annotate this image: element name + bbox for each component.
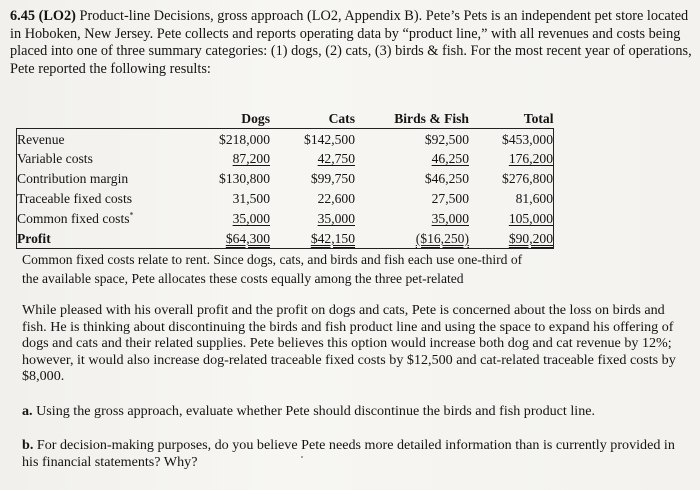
cell-total: $453,000 bbox=[469, 128, 554, 148]
question-b-label: b. bbox=[22, 437, 34, 453]
cell-cats: 42,750 bbox=[317, 151, 355, 167]
footnote-marker: * bbox=[129, 210, 134, 220]
table-row bbox=[17, 168, 554, 188]
cell-dogs: $64,300 bbox=[225, 230, 270, 246]
cell-cats: 35,000 bbox=[317, 210, 355, 226]
question-b-text: For decision-making purposes, do you believe Pete needs more detailed information than is currently provided in his financial statements? Why? bbox=[22, 437, 675, 470]
header-blank bbox=[17, 108, 208, 128]
row-label: Profit bbox=[17, 228, 208, 248]
cell-cats: $99,750 bbox=[310, 171, 355, 187]
table-row bbox=[17, 188, 554, 208]
header-dogs: Dogs bbox=[241, 110, 270, 126]
table-row bbox=[17, 128, 554, 148]
cell-total: $90,200 bbox=[508, 230, 553, 246]
table-row bbox=[17, 208, 554, 228]
header-birds-fish: Birds & Fish bbox=[394, 110, 469, 126]
cell-birds-fish: $92,500 bbox=[355, 128, 469, 148]
product-line-table bbox=[16, 108, 554, 249]
row-label-cell bbox=[17, 208, 208, 228]
scenario-paragraph: While pleased with his overall profit and the profit on dogs and cats, Pete is concerned about the loss on birds and fish. He is thinking about discontinuing the birds and fish product line and using the space to expand his offering of dogs and cats and their related supplies. Pete believes this option would increase both dog and cat revenue by 12%; however, it would also increase dog-related traceable fixed costs by $12,500 and cat-related traceable fixed costs by $8,000. bbox=[22, 302, 676, 385]
cell-total: $276,800 bbox=[469, 168, 554, 188]
cell-birds-fish: $46,250 bbox=[424, 171, 469, 187]
cell-birds-fish: ($16,250) bbox=[415, 230, 469, 246]
table-row bbox=[17, 149, 554, 169]
footnote: Common fixed costs relate to rent. Since dogs, cats, and birds and fish each use one-third of the available space, Pete allocates these costs equally among the three pet-related bbox=[22, 252, 523, 286]
problem-intro bbox=[10, 8, 694, 78]
cell-dogs: $130,800 bbox=[219, 171, 270, 187]
cell-dogs: $218,000 bbox=[207, 128, 270, 148]
cell-cats: $42,150 bbox=[310, 230, 355, 246]
cell-total: 105,000 bbox=[508, 210, 553, 226]
stray-mark bbox=[301, 456, 303, 458]
row-label: Variable costs bbox=[17, 149, 208, 169]
table-header-row bbox=[17, 108, 554, 128]
problem-intro-text: Pete’s Pets is an independent pet store located in Hoboken, New Jersey. Pete collects and reports operating data by “product line,” with all revenues and costs being placed into one of three summary categories: (1) dogs, (2) cats, (3) birds & fish. For the most recent year of operations, Pete reported the following results: bbox=[10, 8, 692, 77]
row-label: Traceable fixed costs bbox=[17, 188, 208, 208]
table-row bbox=[17, 228, 554, 248]
row-label: Common fixed costs bbox=[17, 210, 130, 226]
cell-total: 176,200 bbox=[508, 151, 553, 167]
cell-cats: $142,500 bbox=[270, 128, 355, 148]
problem-objective: (LO2) bbox=[38, 8, 76, 24]
header-cats: Cats bbox=[328, 110, 355, 126]
cell-total: 81,600 bbox=[469, 188, 554, 208]
header-total: Total bbox=[523, 110, 554, 126]
row-label: Revenue bbox=[17, 128, 208, 148]
cell-dogs: 31,500 bbox=[232, 190, 270, 206]
cell-dogs: 35,000 bbox=[232, 210, 270, 226]
cell-birds-fish: 46,250 bbox=[431, 151, 469, 167]
row-label: Contribution margin bbox=[17, 168, 208, 188]
cell-cats: 22,600 bbox=[317, 190, 355, 206]
problem-title: Product-line Decisions, gross approach (LO2, Appendix B). bbox=[79, 8, 423, 24]
question-b bbox=[22, 437, 686, 470]
question-a-text: Using the gross approach, evaluate whether Pete should discontinue the birds and fish product line. bbox=[36, 403, 596, 419]
cell-dogs: 87,200 bbox=[232, 151, 270, 167]
question-a bbox=[22, 403, 686, 420]
cell-birds-fish: 27,500 bbox=[431, 190, 469, 206]
cell-birds-fish: 35,000 bbox=[431, 210, 469, 226]
problem-number: 6.45 bbox=[10, 8, 36, 24]
question-a-label: a. bbox=[22, 403, 33, 419]
